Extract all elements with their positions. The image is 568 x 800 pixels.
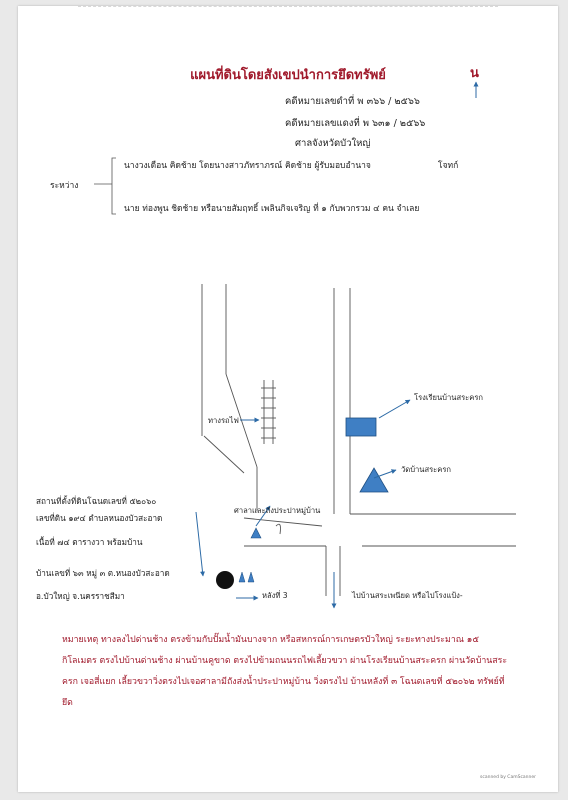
- defendant-name: นาย ท่องพูน ชิดช้าย หรือนายสัมฤทธิ์ เพลินกิจเจริญ ที่ ๑ กับพวกรวม ๔ คน จำเลย: [124, 204, 420, 214]
- plaintiff-role: โจทก์: [438, 161, 459, 171]
- temple-icon: [360, 468, 388, 492]
- black-case-number: คดีหมายเลขดำที่ พ ๓๖๖ / ๒๕๖๖: [285, 96, 420, 107]
- property-house-icon: [216, 571, 234, 589]
- location-parcel: เลขที่ดิน ๑๙๔ ตำบลหนองบัวสะอาด: [36, 513, 163, 523]
- direction-label: ไปบ้านสระเพนียด หรือไปโรงแป้ง-: [352, 591, 463, 600]
- plaintiff-name: นางวงเดือน คิดช้าย โดยนางสาวภัทราภรณ์ คิดช้าย ผู้รับมอบอำนาจ: [124, 161, 371, 171]
- railway-track: [261, 380, 276, 444]
- north-label: น: [470, 66, 479, 81]
- document-page: [18, 6, 558, 792]
- railway-label: ทางรถไฟ: [208, 416, 239, 425]
- school-building-icon: [346, 418, 376, 436]
- parties-bracket: [94, 158, 116, 214]
- court-name: ศาลจังหวัดบัวใหญ่: [295, 138, 371, 149]
- document-title: แผนที่ดินโดยสังเขปนำการยึดทรัพย์: [190, 68, 386, 83]
- road-lines: [202, 284, 516, 596]
- red-case-number: คดีหมายเลขแดงที่ พ ๖๓๑ / ๒๕๖๖: [285, 118, 426, 129]
- school-pointer-arrow: [379, 400, 410, 418]
- pavilion-label: ศาลาและถังประปาหมู่บ้าน: [234, 506, 321, 515]
- small-marker-icon: [239, 572, 245, 582]
- between-label: ระหว่าง: [50, 181, 79, 191]
- school-label: โรงเรียนบ้านสระครก: [414, 393, 484, 402]
- location-area: เนื้อที่ ๗๔ ตารางวา พร้อมบ้าน: [36, 537, 143, 547]
- directions-note: หมายเหตุ ทางลงไปด่านช้าง ตรงข้ามกับปั๊มน้ำมันบางจาก หรือสหกรณ์การเกษตรบัวใหญ่ ระยะทางประมาณ ๑๕ กิโลเมตร ตรงไปบ้านด่านช้าง ผ่านบ้านคูขาด ตรงไปข้ามถนนรถไฟเลี้ยวขวา ผ่านโรงเรียนบ้านสระครก ผ่านวัดบ้านสระครก เจอสี่แยก เลี้ยวขวาวิ่งตรงไปเจอศาลามีถังส่งน้ำประปาหมู่บ้าน วิ่งตรงไป บ้านหลังที่ ๓ โฉนดเลขที่ ๕๒๐๖๒ ทรัพย์ที่ยึด: [62, 635, 508, 708]
- scanner-watermark: scanned by CamScanner: [480, 775, 536, 780]
- location-district: อ.บัวใหญ่ จ.นครราชสีมา: [36, 591, 125, 601]
- small-marker-icon: [248, 572, 254, 582]
- location-pointer-arrow: [196, 512, 203, 576]
- house-number-label: หลังที่ 3: [262, 591, 288, 600]
- temple-label: วัดบ้านสระครก: [401, 465, 452, 474]
- location-address: บ้านเลขที่ ๖๓ หมู่ ๓ ต.หนองบัวสะอาด: [36, 568, 170, 578]
- location-deed: สถานที่ตั้งที่ดินโฉนดเลขที่ ๕๒๐๖๐: [36, 496, 157, 506]
- water-tank-icon: [251, 528, 261, 538]
